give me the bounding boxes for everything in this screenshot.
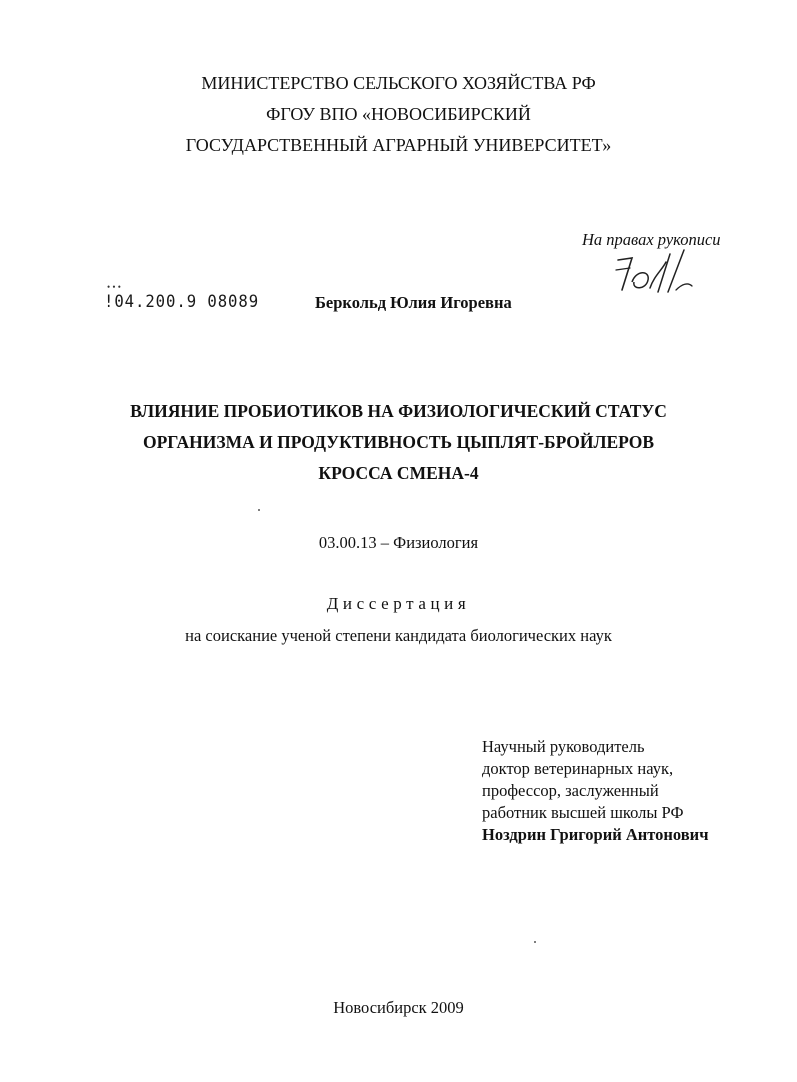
thesis-title-line2: ОРГАНИЗМА И ПРОДУКТИВНОСТЬ ЦЫПЛЯТ-БРОЙЛЕРОВ [142,432,655,452]
author-name: Беркольд Юлия Игоревна [315,293,512,312]
scan-speck [534,941,536,943]
registration-stamp-number: !04.200.9 08089 [104,292,260,312]
handwritten-signature [610,248,710,308]
advisor-degree: доктор ветеринарных наук, [482,759,674,778]
thesis-title-line3: КРОССА СМЕНА-4 [318,463,479,483]
thesis-title-line1: ВЛИЯНИЕ ПРОБИОТИКОВ НА ФИЗИОЛОГИЧЕСКИЙ СТАТУС [130,401,667,421]
ministry-name: МИНИСТЕРСТВО СЕЛЬСКОГО ХОЗЯЙСТВА РФ [201,73,596,93]
advisor-name: Ноздрин Григорий Антонович [482,825,709,844]
institution-name-line1: ФГОУ ВПО «НОВОСИБИРСКИЙ [266,104,531,124]
scientific-advisor-block [482,736,709,846]
institution-name-line2: ГОСУДАРСТВЕННЫЙ АГРАРНЫЙ УНИВЕРСИТЕТ» [185,135,612,155]
degree-statement: на соискание ученой степени кандидата биологических наук [185,626,612,645]
advisor-role: Научный руководитель [482,737,645,756]
stamp-dots: • • • [107,282,121,292]
scan-speck [258,509,260,511]
manuscript-rights-note: На правах рукописи [582,230,721,249]
city-and-year: Новосибирск 2009 [333,998,464,1017]
advisor-honor: работник высшей школы РФ [482,803,684,822]
advisor-title: профессор, заслуженный [482,781,659,800]
work-type: Диссертация [326,594,471,613]
specialty-code: 03.00.13 – Физиология [318,533,479,552]
